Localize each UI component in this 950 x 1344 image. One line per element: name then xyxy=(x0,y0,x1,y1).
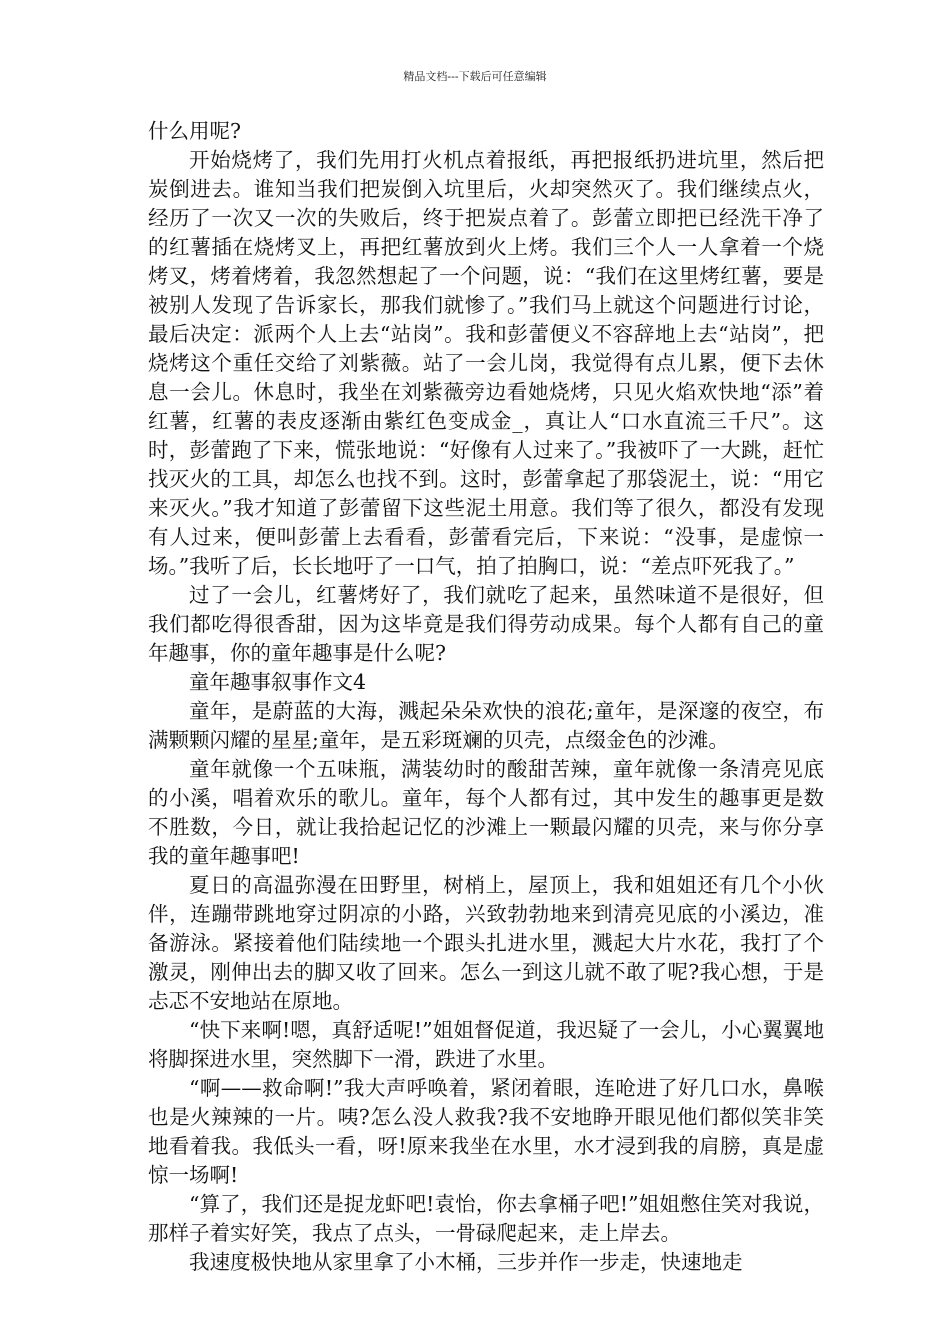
paragraph: 我速度极快地从家里拿了小木桶，三步并作一步走，快速地走 xyxy=(189,1250,743,1274)
paragraph: 童年就像一个五味瓶，满装幼时的酸甜苦辣，童年就像一条清亮见底的小溪，唱着欢乐的歌儿。童年，每个人都有过，其中发生的趣事更是数不胜数，今日，就让我拾起记忆的沙滩上一颗最闪耀的贝壳，来与你分享我的童年趣事吧! xyxy=(148,757,824,868)
document-body xyxy=(148,117,824,1277)
paragraph: “算了，我们还是捉龙虾吧!袁怡，你去拿桶子吧!”姐姐憋住笑对我说，那样子着实好笑，我点了点头，一骨碌爬起来，走上岸去。 xyxy=(148,1192,824,1245)
paragraph: 什么用呢? xyxy=(148,119,241,143)
paragraph: 童年，是蔚蓝的大海，溅起朵朵欢快的浪花;童年，是深邃的夜空，布满颗颗闪耀的星星;童年，是五彩斑斓的贝壳，点缀金色的沙滩。 xyxy=(148,699,824,752)
paragraph: “快下来啊!嗯，真舒适呢!”姐姐督促道，我迟疑了一会儿，小心翼翼地将脚探进水里，突然脚下一滑，跌进了水里。 xyxy=(148,1018,824,1071)
paragraph: 开始烧烤了，我们先用打火机点着报纸，再把报纸扔进坑里，然后把炭倒进去。谁知当我们把炭倒入坑里后，火却突然灭了。我们继续点火，经历了一次又一次的失败后，终于把炭点着了。彭蕾立即把已经洗干净了的红薯插在烧烤叉上，再把红薯放到火上烤。我们三个人一人拿着一个烧烤叉，烤着烤着，我忽然想起了一个问题，说：“我们在这里烤红薯，要是被别人发现了告诉家长，那我们就惨了。”我们马上就这个问题进行讨论，最后决定：派两个人上去“站岗”。我和彭蕾便义不容辞地上去“站岗”，把烧烤这个重任交给了刘紫薇。站了一会儿岗，我觉得有点儿累，便下去休息一会儿。休息时，我坐在刘紫薇旁边看她烧烤，只见火焰欢快地“添”着红薯，红薯的表皮逐渐由紫红色变成金_，真让人“口水直流三千尺”。这时，彭蕾跑了下来，慌张地说：“好像有人过来了。”我被吓了一大跳，赶忙找灭火的工具，却怎么也找不到。这时，彭蕾拿起了那袋泥土，说：“用它来灭火。”我才知道了彭蕾留下这些泥土用意。我们等了很久，都没有发现有人过来，便叫彭蕾上去看看，彭蕾看完后，下来说：“没事，是虚惊一场。”我听了后，长长地吁了一口气，拍了拍胸口，说：“差点吓死我了。” xyxy=(148,148,824,578)
paragraph: “啊——救命啊!”我大声呼唤着，紧闭着眼，连呛进了好几口水，鼻喉也是火辣辣的一片。咦?怎么没人救我?我不安地睁开眼见他们都似笑非笑地看着我。我低头一看，呀!原来我坐在水里，水才浸到我的肩膀，真是虚惊一场啊! xyxy=(148,1076,824,1187)
page-header: 精品文档---下载后可任意编辑 xyxy=(403,70,547,83)
paragraph: 过了一会儿，红薯烤好了，我们就吃了起来，虽然味道不是很好，但我们都吃得很香甜，因为这毕竟是我们得劳动成果。每个人都有自己的童年趣事，你的童年趣事是什么呢? xyxy=(148,583,824,665)
paragraph: 夏日的高温弥漫在田野里，树梢上，屋顶上，我和姐姐还有几个小伙伴，连蹦带跳地穿过阴凉的小路，兴致勃勃地来到清亮见底的小溪边，准备游泳。紧接着他们陆续地一个跟头扎进水里，溅起大片水花，我打了个激灵，刚伸出去的脚又收了回来。怎么一到这儿就不敢了呢?我心想，于是忐忑不安地站在原地。 xyxy=(148,873,824,1013)
section-heading: 童年趣事叙事作文4 xyxy=(189,670,367,694)
